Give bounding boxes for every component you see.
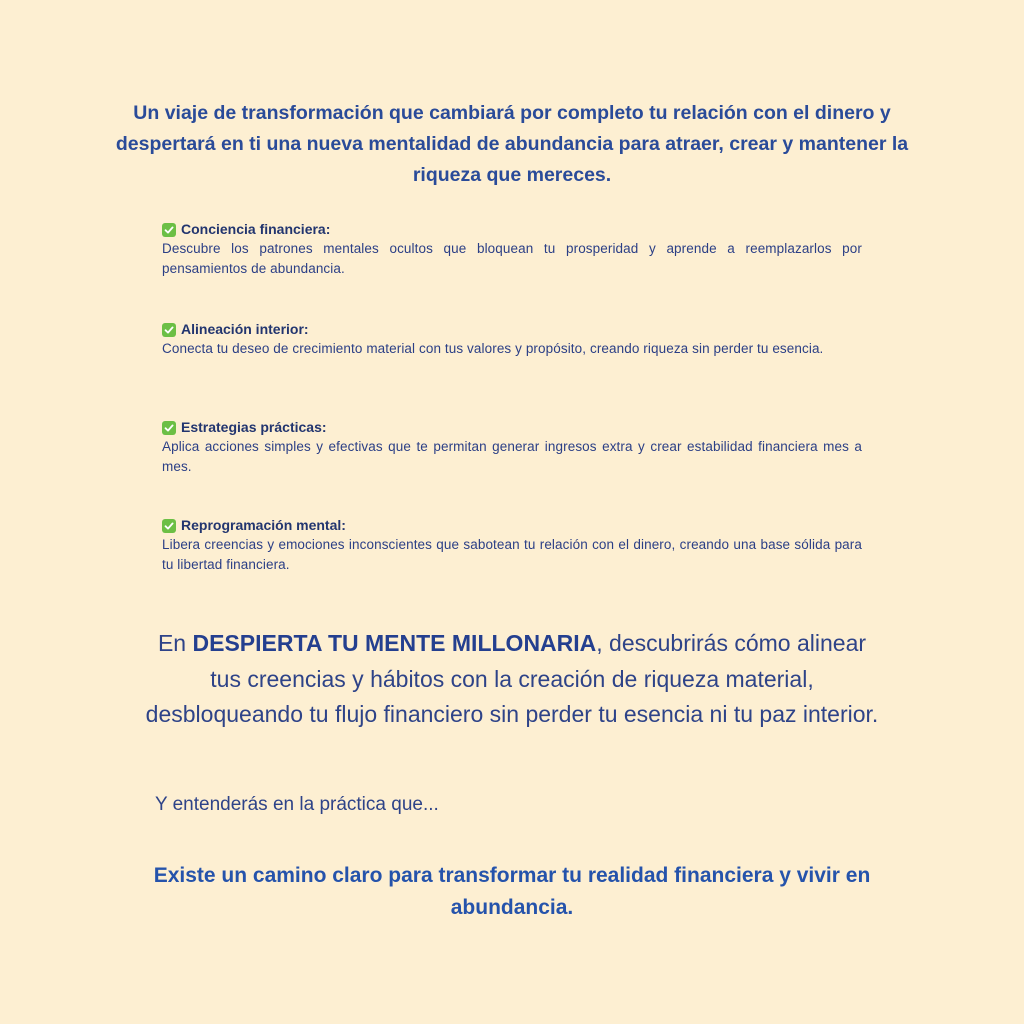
check-mark-icon <box>162 421 176 435</box>
benefit-title: Alineación interior: <box>181 321 309 337</box>
check-mark-icon <box>162 223 176 237</box>
teaser-line: Y entenderás en la práctica que... <box>155 794 439 815</box>
benefit-item-estrategias <box>162 418 862 476</box>
benefit-item-reprogramacion <box>162 516 862 574</box>
benefit-title: Reprogramación mental: <box>181 517 346 533</box>
benefit-title: Estrategias prácticas: <box>181 419 327 435</box>
intro-paragraph: Un viaje de transformación que cambiará por completo tu relación con el dinero y despertará en ti una nueva mentalidad de abundancia para atraer, crear y mantener la riqueza que mereces. <box>115 102 909 186</box>
closing-prefix: En <box>157 630 193 656</box>
benefit-title: Conciencia financiera: <box>181 221 331 237</box>
benefit-description: Conecta tu deseo de crecimiento material con tus valores y propósito, creando riqueza sin perder tu esencia. <box>162 341 824 356</box>
benefit-item-conciencia <box>162 220 862 278</box>
check-mark-icon <box>162 323 176 337</box>
benefit-item-alineacion <box>162 320 862 359</box>
benefit-description: Aplica acciones simples y efectivas que te permitan generar ingresos extra y crear estabilidad financiera mes a mes. <box>162 439 862 474</box>
benefit-description: Descubre los patrones mentales ocultos que bloquean tu prosperidad y aprende a reemplazarlos por pensamientos de abundancia. <box>162 241 862 276</box>
closing-suffix: , descubrirás cómo alinear tus creencias y hábitos con la creación de riqueza material, desbloqueando tu flujo financiero sin perder tu esencia ni tu paz interior. <box>145 630 879 727</box>
closing-paragraph <box>140 626 884 733</box>
product-name: DESPIERTA TU MENTE MILLONARIA <box>192 630 597 656</box>
check-mark-icon <box>162 519 176 533</box>
final-statement: Existe un camino claro para transformar tu realidad financiera y vivir en abundancia. <box>153 864 871 919</box>
benefit-description: Libera creencias y emociones inconscientes que sabotean tu relación con el dinero, creando una base sólida para tu libertad financiera. <box>162 537 862 572</box>
